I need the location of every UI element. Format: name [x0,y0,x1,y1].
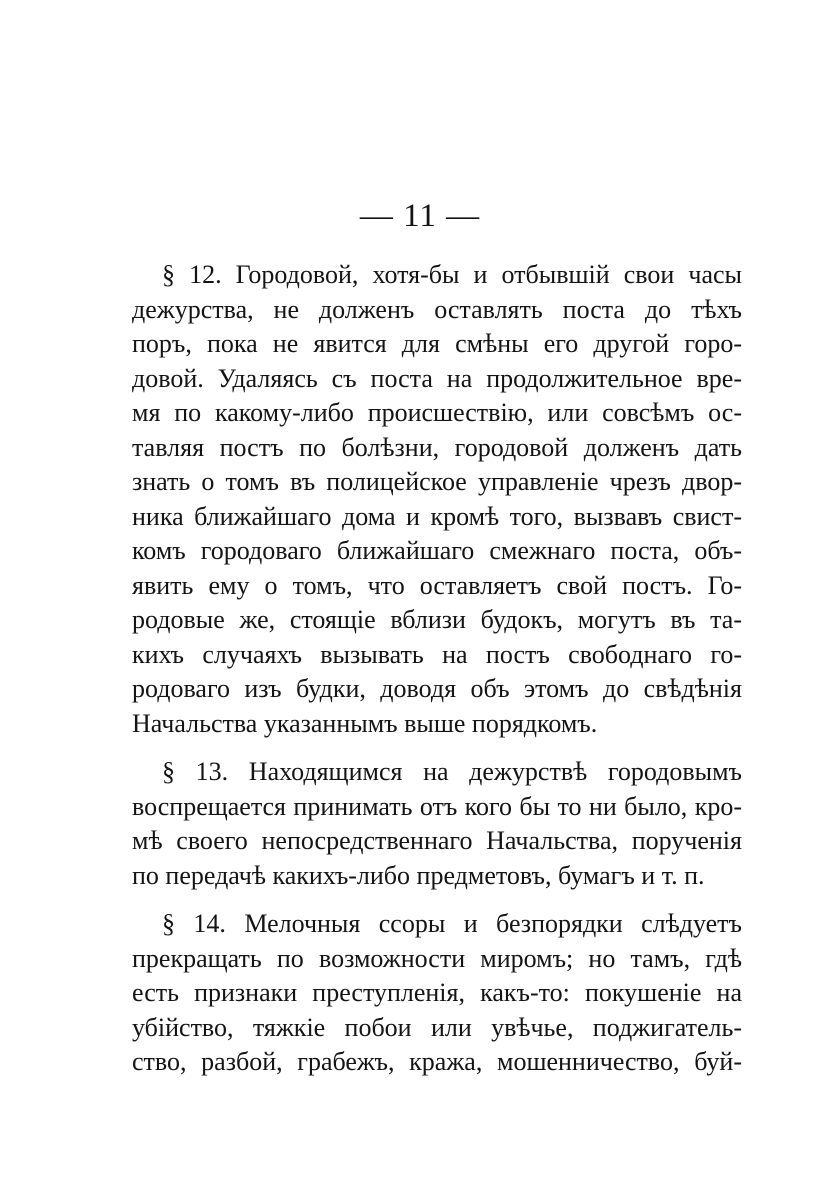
text-line: воспрещается принимать отъ кого бы то ни было, кро- [132,791,742,821]
text-line: явить ему о томъ, что оставляетъ свой постъ. Го- [132,570,742,600]
text-line: Начальства указаннымъ выше порядкомъ. [132,708,598,738]
text-line: есть признаки преступленія, какъ-то: покушеніе на [132,978,742,1007]
text-line: прекращать по возможности миромъ; но тамъ, гдѣ [132,943,742,973]
body-text [132,258,742,1094]
paragraph-13 [132,755,742,893]
text-line: убійство, тяжкіе побои или увѣчье, поджигатель- [132,1012,742,1042]
page-number: — 11 — [359,198,481,234]
text-line: дежурства, не долженъ оставлять поста до тѣхъ [132,294,742,324]
text-line: родовые же, стоящіе вблизи будокъ, могутъ въ та- [132,605,742,634]
text-line: родоваго изъ будки, доводя объ этомъ до свѣдѣнія [132,674,742,703]
text-line: § 14. Мелочныя ссоры и безпорядки слѣдуетъ [162,909,742,938]
paragraph-12 [132,258,742,741]
text-line: по передачѣ какихъ-либо предметовъ, бумагъ и т. п. [132,860,705,890]
text-line: тавляя постъ по болѣзни, городовой долженъ дать [132,432,742,462]
text-line: знать о томъ въ полицейское управленіе чрезъ двор- [132,467,742,496]
text-line: комъ городоваго ближайшаго смежнаго поста, объ- [132,536,742,565]
text-line: § 13. Находящимся на дежурствѣ городовымъ [162,757,742,786]
text-line: мѣ своего непосредственнаго Начальства, порученія [132,826,742,855]
paragraph-14 [132,907,742,1080]
text-line: мя по какому-либо происшествію, или совсѣмъ ос- [132,398,742,427]
text-line: довой. Удаляясь съ поста на продолжительное вре- [132,363,742,393]
text-line: § 12. Городовой, хотя-бы и отбывшій свои часы [162,260,742,289]
text-line: поръ, пока не явится для смѣны его другой горо- [132,329,742,358]
text-line: ника ближайшаго дома и кромѣ того, вызвавъ свист- [132,501,742,531]
text-line: кихъ случаяхъ вызывать на постъ свободнаго го- [132,639,742,669]
text-line: ство, разбой, грабежъ, кража, мошенничество, буй- [132,1047,742,1076]
